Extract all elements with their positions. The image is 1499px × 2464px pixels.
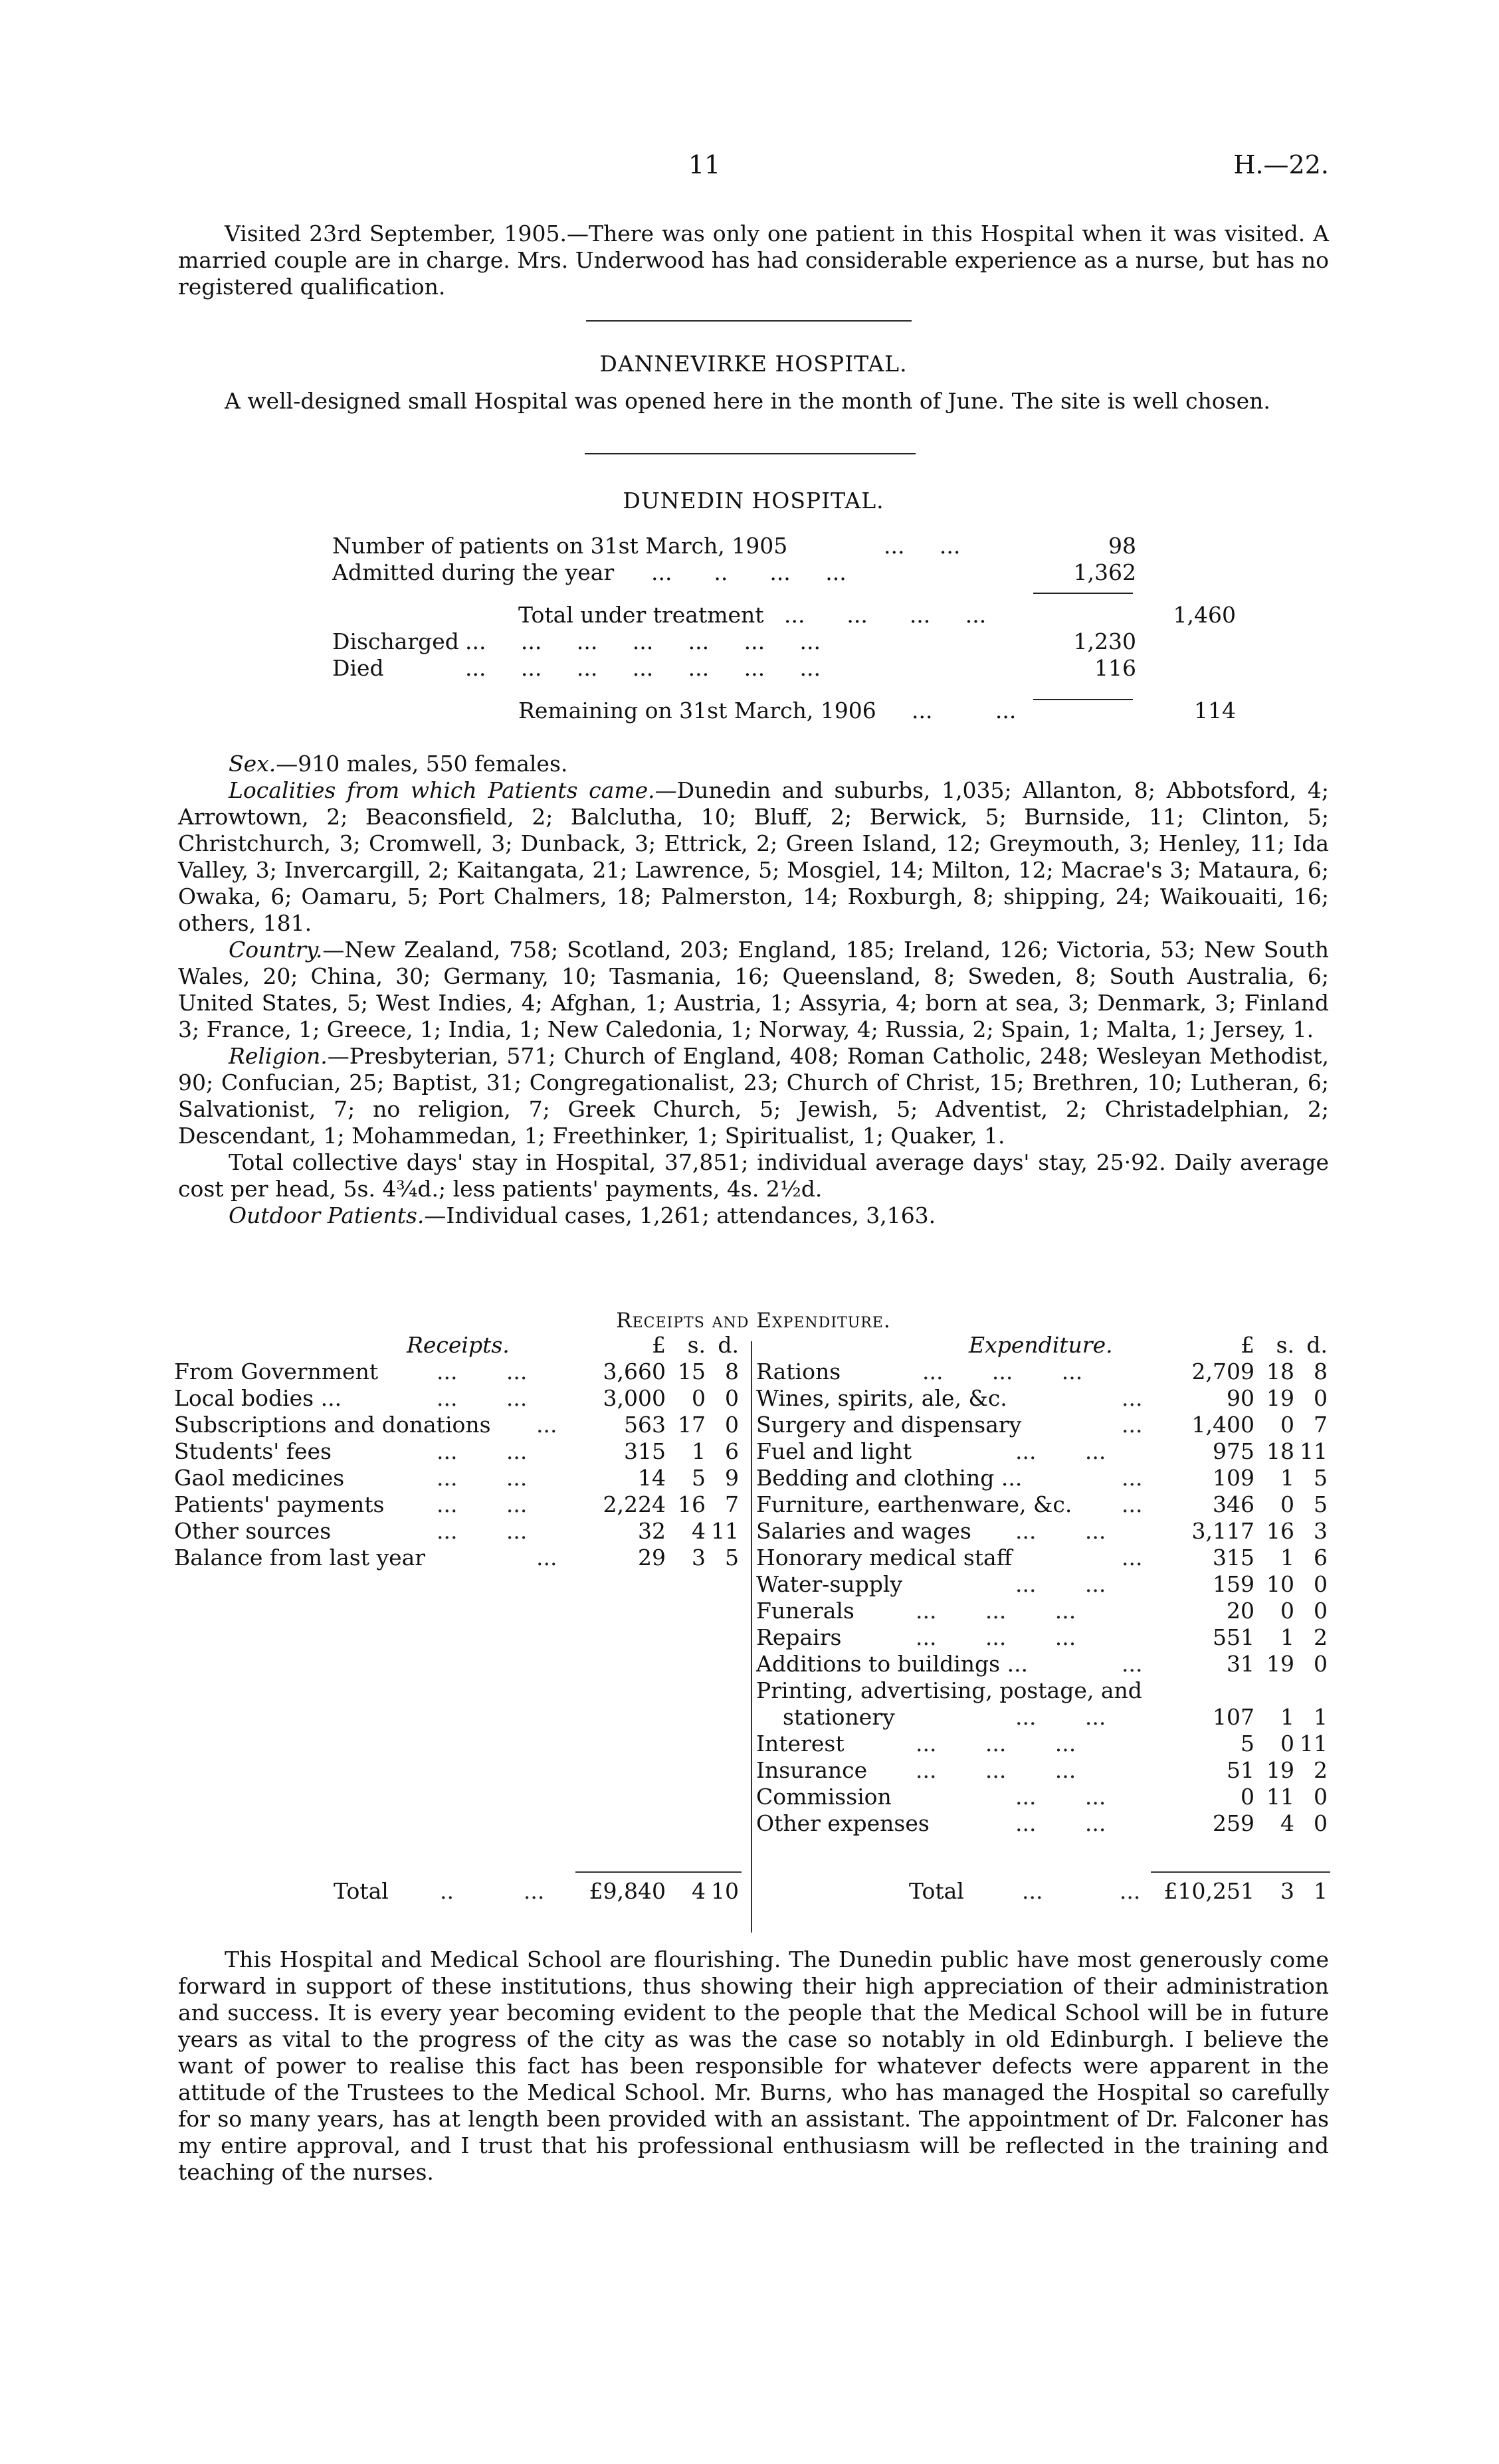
amount-pounds: 159 xyxy=(1213,1571,1254,1597)
detail-sex: Sex.—910 males, 550 females. xyxy=(229,751,568,777)
amount-pence: 7 xyxy=(1314,1412,1328,1438)
expenditure-row xyxy=(756,1412,1330,1438)
amount-pence: 2 xyxy=(1314,1757,1328,1783)
expenditure-column xyxy=(756,1332,1330,1837)
dannevirke-text: A well-designed small Hospital was opened here in the month of June. The site is well chosen. xyxy=(225,388,1270,414)
amount-pounds: 51 xyxy=(1227,1757,1254,1783)
amount-pounds: 3,660 xyxy=(603,1359,666,1384)
amount-pounds: 109 xyxy=(1213,1465,1254,1491)
amount-pounds: 346 xyxy=(1213,1491,1254,1517)
page-number: 11 xyxy=(688,150,721,179)
expenditure-row xyxy=(756,1491,1330,1518)
stat-label: Number of patients on 31st March, 1905 xyxy=(332,533,788,559)
leader-dots: ... xyxy=(1122,1385,1143,1411)
leader-dots: ... ... ... xyxy=(922,1359,1083,1384)
amount-pence: 0 xyxy=(1314,1598,1328,1624)
expenditure-row xyxy=(756,1810,1330,1837)
leader-dots: ... xyxy=(536,1412,557,1438)
leader-dots: ... xyxy=(1122,1545,1143,1570)
amount-pounds: 5 xyxy=(1241,1731,1254,1756)
amount-shillings: 16 xyxy=(1266,1518,1294,1544)
expenditure-row xyxy=(756,1518,1330,1545)
leader-dots: ... ... ... xyxy=(916,1598,1076,1624)
line-label: Rations xyxy=(756,1359,841,1384)
stat-row: Number of patients on 31st March, 1905 ... ... 98 xyxy=(332,533,1136,559)
line-label: Balance from last year xyxy=(174,1545,426,1570)
column-divider xyxy=(751,1341,752,1933)
amount-shillings: 4 xyxy=(1280,1810,1294,1836)
amount-shillings: 16 xyxy=(678,1491,706,1517)
amount-pence: 0 xyxy=(1314,1385,1328,1411)
amount-pounds: 3,000 xyxy=(603,1385,666,1411)
leader-dots: ... ... xyxy=(437,1518,528,1544)
total-rule xyxy=(575,1871,742,1873)
pence-header: d. xyxy=(718,1332,739,1358)
amount-pence: 11 xyxy=(711,1518,739,1544)
dunedin-heading: DUNEDIN HOSPITAL. xyxy=(623,488,884,514)
patient-details xyxy=(178,751,1329,1229)
amount-pounds: 2,224 xyxy=(603,1491,666,1517)
amount-pounds: 14 xyxy=(638,1465,666,1491)
line-label: Wines, spirits, ale, &c. xyxy=(756,1385,1007,1411)
receipts-row xyxy=(174,1412,743,1438)
receipts-row xyxy=(174,1491,743,1518)
receipts-column xyxy=(174,1332,743,1571)
amount-shillings: 18 xyxy=(1266,1359,1294,1384)
amount-pence: 5 xyxy=(1314,1491,1328,1517)
stat-label: Died xyxy=(332,655,384,681)
stat-total: 114 xyxy=(1194,698,1236,723)
leader-dots: ... xyxy=(1122,1491,1143,1517)
amount-shillings: 1 xyxy=(1280,1704,1294,1730)
leader-dots: ... xyxy=(1122,1412,1143,1438)
amount-shillings: 19 xyxy=(1266,1651,1294,1677)
finance-title: Receipts and Expenditure. xyxy=(616,1309,891,1333)
total-pence: 10 xyxy=(711,1878,739,1904)
amount-shillings: 19 xyxy=(1266,1385,1294,1411)
expenditure-row xyxy=(756,1704,1330,1731)
amount-pence: 11 xyxy=(1300,1731,1328,1756)
line-label: Patients' payments xyxy=(174,1491,385,1517)
expenditure-row xyxy=(756,1465,1330,1491)
line-label: Subscriptions and donations xyxy=(174,1412,491,1438)
detail-stay: Total collective days' stay in Hospital, 37,851; individual average days' stay, 25·92. Daily average cost per head, 5s. 4¾d.; less patients' payments, 4s. 2½d. xyxy=(178,1149,1329,1202)
total-shillings: 4 xyxy=(692,1878,706,1904)
detail-outdoor: Outdoor Patients.—Individual cases, 1,261; attendances, 3,163. xyxy=(229,1202,936,1228)
leader-dots: ... ... xyxy=(1015,1704,1106,1730)
leader-dots: ... ... xyxy=(1015,1784,1106,1810)
amount-pence: 0 xyxy=(725,1412,739,1438)
line-label: Fuel and light xyxy=(756,1438,912,1464)
document-reference: H.—22. xyxy=(1233,150,1329,179)
line-label: Furniture, earthenware, &c. xyxy=(756,1491,1072,1517)
amount-shillings: 1 xyxy=(692,1438,706,1464)
line-label: Additions to buildings ... xyxy=(756,1651,1029,1677)
receipts-row xyxy=(174,1465,743,1491)
expenditure-row xyxy=(756,1624,1330,1651)
amount-shillings: 3 xyxy=(692,1545,706,1570)
amount-pounds: 3,117 xyxy=(1191,1518,1254,1544)
amount-shillings: 0 xyxy=(1280,1412,1294,1438)
leader-dots: ... ... xyxy=(1015,1518,1106,1544)
line-label: Bedding and clothing ... xyxy=(756,1465,1023,1491)
amount-shillings: 18 xyxy=(1266,1438,1294,1464)
leader-dots: ... ... xyxy=(1015,1571,1106,1597)
total-pounds: £9,840 xyxy=(589,1878,666,1904)
dannevirke-paragraph xyxy=(178,388,1329,415)
line-label: Insurance xyxy=(756,1757,868,1783)
section-divider xyxy=(586,320,912,322)
expenditure-row xyxy=(756,1438,1330,1465)
amount-shillings: 0 xyxy=(1280,1491,1294,1517)
amount-pence: 1 xyxy=(1314,1704,1328,1730)
leader-dots: ... ... xyxy=(437,1385,528,1411)
leader-dots: ... xyxy=(1122,1465,1143,1491)
amount-pence: 8 xyxy=(1314,1359,1328,1384)
amount-pounds: 975 xyxy=(1213,1438,1254,1464)
section-divider xyxy=(585,453,916,454)
receipts-row xyxy=(174,1518,743,1545)
receipts-row xyxy=(174,1545,743,1571)
line-label: From Government xyxy=(174,1359,379,1384)
stat-value: 98 xyxy=(1108,533,1136,559)
line-label: Local bodies ... xyxy=(174,1385,342,1411)
amount-shillings: 4 xyxy=(692,1518,706,1544)
line-label: Other expenses xyxy=(756,1810,930,1836)
stat-row: Total under treatment ... ... ... ... 1,460 xyxy=(518,602,1236,628)
expenditure-row xyxy=(756,1359,1330,1385)
intro-paragraph xyxy=(178,221,1329,300)
expenditure-header xyxy=(756,1332,1330,1359)
receipts-total-row: Total .. ... £9,840 4 10 xyxy=(334,1878,739,1904)
expenditure-heading: Expenditure. xyxy=(969,1332,1113,1358)
sum-rule xyxy=(1033,593,1133,594)
amount-pounds: 31 xyxy=(1227,1651,1254,1677)
total-pounds: £10,251 xyxy=(1163,1878,1254,1904)
amount-pounds: 2,709 xyxy=(1191,1359,1254,1384)
amount-shillings: 0 xyxy=(692,1385,706,1411)
expenditure-row xyxy=(756,1385,1330,1412)
line-label: Students' fees xyxy=(174,1438,332,1464)
leader-dots: ... ... xyxy=(437,1465,528,1491)
line-label: Honorary medical staff xyxy=(756,1545,1013,1570)
expenditure-row xyxy=(756,1571,1330,1598)
total-shillings: 3 xyxy=(1280,1878,1294,1904)
stat-value: 1,362 xyxy=(1073,559,1136,585)
amount-pounds: 259 xyxy=(1213,1810,1254,1836)
leader-dots: ... ... xyxy=(437,1359,528,1384)
shillings-header: s. xyxy=(1276,1332,1294,1358)
line-label: Water-supply xyxy=(756,1571,903,1597)
receipts-heading: Receipts. xyxy=(407,1332,510,1358)
line-label: Funerals xyxy=(756,1598,854,1624)
stat-row: Died ... ... ... ... ... ... ... 116 xyxy=(332,655,1136,681)
total-label: Total xyxy=(334,1878,389,1904)
total-pence: 1 xyxy=(1314,1878,1328,1904)
amount-pence: 0 xyxy=(1314,1784,1328,1810)
line-label: Salaries and wages xyxy=(756,1518,971,1544)
expenditure-row xyxy=(756,1598,1330,1624)
amount-shillings: 0 xyxy=(1280,1731,1294,1756)
amount-pounds: 315 xyxy=(624,1438,666,1464)
amount-pence: 0 xyxy=(1314,1651,1328,1677)
stat-total: 1,460 xyxy=(1173,602,1236,628)
amount-pounds: 107 xyxy=(1213,1704,1254,1730)
amount-pence: 0 xyxy=(1314,1810,1328,1836)
leader-dots: ... ... xyxy=(437,1438,528,1464)
leader-dots: ... xyxy=(536,1545,557,1570)
receipts-row xyxy=(174,1359,743,1385)
line-label: Gaol medicines xyxy=(174,1465,345,1491)
amount-pence: 9 xyxy=(725,1465,739,1491)
stat-value: 116 xyxy=(1094,655,1136,681)
pounds-header: £ xyxy=(1241,1332,1254,1358)
amount-shillings: 19 xyxy=(1266,1757,1294,1783)
line-label: Printing, advertising, postage, and xyxy=(756,1677,1142,1703)
dannevirke-heading: DANNEVIRKE HOSPITAL. xyxy=(599,351,908,377)
amount-pence: 2 xyxy=(1314,1624,1328,1650)
total-label: Total xyxy=(909,1878,964,1904)
amount-pence: 8 xyxy=(725,1359,739,1384)
total-rule xyxy=(1151,1871,1330,1873)
stat-row: Discharged ... ... ... ... ... ... ... 1,230 xyxy=(332,628,1136,654)
line-label: stationery xyxy=(783,1704,895,1730)
amount-pounds: 32 xyxy=(638,1518,666,1544)
stat-label: Admitted during the year xyxy=(332,559,615,585)
line-label: Interest xyxy=(756,1731,845,1756)
closing-paragraph xyxy=(178,1946,1329,2186)
line-label: Repairs xyxy=(756,1624,842,1650)
expenditure-total-row: Total ... ... £10,251 3 1 xyxy=(909,1878,1328,1904)
stat-row: Remaining on 31st March, 1906 ... ... 114 xyxy=(518,698,1236,723)
amount-shillings: 10 xyxy=(1266,1571,1294,1597)
pounds-header: £ xyxy=(652,1332,666,1358)
amount-shillings: 1 xyxy=(1280,1545,1294,1570)
amount-pence: 7 xyxy=(725,1491,739,1517)
stat-label: Remaining on 31st March, 1906 xyxy=(518,698,876,723)
amount-shillings: 5 xyxy=(692,1465,706,1491)
amount-pence: 6 xyxy=(725,1438,739,1464)
expenditure-row xyxy=(756,1677,1330,1704)
leader-dots: ... ... ... xyxy=(916,1757,1076,1783)
amount-pence: 6 xyxy=(1314,1545,1328,1570)
amount-shillings: 1 xyxy=(1280,1624,1294,1650)
expenditure-row xyxy=(756,1731,1330,1757)
amount-pounds: 90 xyxy=(1227,1385,1254,1411)
leader-dots: ... ... ... xyxy=(916,1731,1076,1756)
amount-shillings: 0 xyxy=(1280,1598,1294,1624)
leader-dots: ... xyxy=(1122,1651,1143,1677)
amount-pence: 0 xyxy=(725,1385,739,1411)
line-label: Surgery and dispensary xyxy=(756,1412,1022,1438)
leader-dots: ... ... xyxy=(1015,1438,1106,1464)
expenditure-row xyxy=(756,1784,1330,1810)
shillings-header: s. xyxy=(687,1332,706,1358)
intro-text: Visited 23rd September, 1905.—There was only one patient in this Hospital when it was visited. A married couple are in charge. Mrs. Underwood has had considerable experience as a nurse, but has no registered qualification. xyxy=(178,221,1329,300)
expenditure-row xyxy=(756,1757,1330,1784)
receipts-header xyxy=(174,1332,743,1359)
pence-header: d. xyxy=(1306,1332,1328,1358)
expenditure-row xyxy=(756,1651,1330,1677)
amount-pounds: 563 xyxy=(624,1412,666,1438)
detail-localities: Localities from which Patients came.—Dunedin and suburbs, 1,035; Allanton, 8; Abbotsford, 4; Arrowtown, 2; Beaconsfield, 2; Balclutha, 10; Bluff, 2; Berwick, 5; Burnside, 11; Clinton, 5; Christchurch, 3; Cromwell, 3; Dunback, 3; Ettrick, 2; Green Island, 12; Greymouth, 3; Henley, 11; Ida Valley, 3; Invercargill, 2; Kaitangata, 21; Lawrence, 5; Mosgiel, 14; Milton, 12; Macrae's 3; Mataura, 6; Owaka, 6; Oamaru, 5; Port Chalmers, 18; Palmerston, 14; Roxburgh, 8; shipping, 24; Waikouaiti, 16; others, 181. xyxy=(178,777,1329,936)
amount-pounds: 1,400 xyxy=(1191,1412,1254,1438)
amount-pounds: 551 xyxy=(1213,1624,1254,1650)
line-label: Commission xyxy=(756,1784,892,1810)
amount-pence: 11 xyxy=(1300,1438,1328,1464)
stat-value: 1,230 xyxy=(1073,628,1136,654)
amount-pence: 0 xyxy=(1314,1571,1328,1597)
amount-pounds: 0 xyxy=(1241,1784,1254,1810)
detail-religion: Religion.—Presbyterian, 571; Church of England, 408; Roman Catholic, 248; Wesleyan Methodist, 90; Confucian, 25; Baptist, 31; Congregationalist, 23; Church of Christ, 15; Brethren, 10; Lutheran, 6; Salvationist, 7; no religion, 7; Greek Church, 5; Jewish, 5; Adventist, 2; Christadelphian, 2; Descendant, 1; Mohammedan, 1; Freethinker, 1; Spiritualist, 1; Quaker, 1. xyxy=(178,1043,1329,1149)
amount-shillings: 15 xyxy=(678,1359,706,1384)
amount-shillings: 17 xyxy=(678,1412,706,1438)
receipts-row xyxy=(174,1385,743,1412)
leader-dots: ... ... xyxy=(437,1491,528,1517)
amount-pounds: 315 xyxy=(1213,1545,1254,1570)
stat-label: Discharged xyxy=(332,628,459,654)
patient-statistics xyxy=(332,533,1236,724)
amount-pounds: 29 xyxy=(638,1545,666,1570)
amount-pounds: 20 xyxy=(1227,1598,1254,1624)
amount-shillings: 1 xyxy=(1280,1465,1294,1491)
line-label: Other sources xyxy=(174,1518,332,1544)
amount-shillings: 11 xyxy=(1266,1784,1294,1810)
leader-dots: ... ... xyxy=(1015,1810,1106,1836)
expenditure-row xyxy=(756,1545,1330,1571)
detail-country: Country.—New Zealand, 758; Scotland, 203; England, 185; Ireland, 126; Victoria, 53; New South Wales, 20; China, 30; Germany, 10; Tasmania, 16; Queensland, 8; Sweden, 8; South Australia, 6; United States, 5; West Indies, 4; Afghan, 1; Austria, 1; Assyria, 4; born at sea, 3; Denmark, 3; Finland 3; France, 1; Greece, 1; India, 1; New Caledonia, 1; Norway, 4; Russia, 2; Spain, 1; Malta, 1; Jersey, 1. xyxy=(178,937,1329,1042)
leader-dots: ... ... ... xyxy=(916,1624,1076,1650)
amount-pence: 3 xyxy=(1314,1518,1328,1544)
closing-text: This Hospital and Medical School are flourishing. The Dunedin public have most generously come forward in support of these institutions, thus showing their high appreciation of their administration and success. It is every year becoming evident to the people that the Medical School will be in future years as vital to the progress of the city as was the case so notably in old Edinburgh. I believe the want of power to realise this fact has been responsible for whatever defects were apparent in the attitude of the Trustees to the Medical School. Mr. Burns, who has managed the Hospital so carefully for so many years, has at length been provided with an assistant. The appointment of Dr. Falconer has my entire approval, and I trust that his professional enthusiasm will be reflected in the training and teaching of the nurses. xyxy=(178,1946,1329,2185)
amount-pence: 5 xyxy=(1314,1465,1328,1491)
stat-label: Total under treatment xyxy=(518,602,764,628)
stat-row: Admitted during the year ... .. ... ... 1,362 xyxy=(332,559,1136,585)
amount-pence: 5 xyxy=(725,1545,739,1570)
receipts-row xyxy=(174,1438,743,1465)
